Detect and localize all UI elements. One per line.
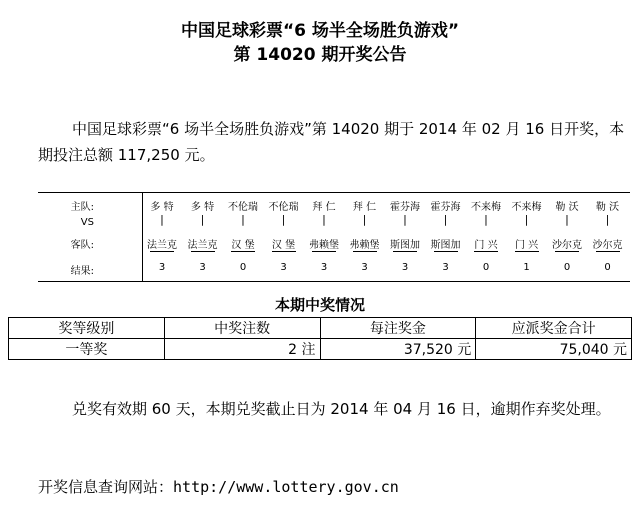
away-label: 客队: [70, 240, 94, 251]
match-result: 3 [280, 262, 287, 273]
separator-line [434, 251, 458, 252]
query-label: 开奖信息查询网站： [38, 478, 174, 496]
separator-line [353, 251, 377, 252]
header-per-bet: 每注奖金 [320, 318, 476, 339]
separator-line [272, 251, 296, 252]
separator-line [596, 251, 620, 252]
home-team: 不伦瑞 [228, 202, 258, 213]
query-link[interactable]: http://www.lottery.gov.cn [173, 478, 399, 496]
vs-marker: | [565, 213, 569, 226]
expiry-text: 兑奖有效期 60 天，本期兑奖截止日为 2014 年 04 月 16 日，逾期作弃奖处理。 [72, 400, 611, 418]
vs-marker: | [403, 213, 407, 226]
separator-line [474, 251, 498, 252]
separator-line [515, 251, 539, 252]
intro-paragraph [38, 116, 628, 168]
away-team: 沙尔克 [592, 240, 623, 251]
match-result: 0 [482, 262, 490, 273]
prize-level: 一等奖 [9, 339, 165, 360]
prize-count: 2 注 [164, 339, 320, 360]
prize-table-header [9, 318, 632, 339]
vs-marker: | [200, 213, 205, 226]
separator-line [150, 251, 174, 252]
away-team: 弗赖堡 [349, 240, 380, 251]
notice-title-line2: 第 14020 期开奖公告 [233, 45, 407, 65]
match-column [588, 193, 628, 281]
home-team: 霍芬海 [430, 202, 461, 213]
table-row [9, 339, 632, 360]
expiry-paragraph [38, 396, 630, 422]
result-label: 结果: [70, 266, 94, 277]
home-team: 不伦瑞 [268, 202, 299, 213]
prize-table [8, 317, 632, 360]
notice-title-line1: 中国足球彩票“6 场半全场胜负游戏” [180, 21, 460, 41]
match-result: 3 [361, 262, 368, 273]
match-column [142, 193, 182, 281]
header-level: 奖等级别 [9, 318, 165, 339]
home-team: 霍芬海 [390, 202, 420, 213]
match-result: 0 [239, 262, 247, 273]
away-team: 门 兴 [514, 240, 539, 251]
away-team: 汉 堡 [271, 240, 296, 251]
vs-marker: | [484, 213, 488, 226]
home-team: 不来梅 [511, 202, 542, 213]
away-team: 斯图加 [390, 240, 420, 251]
vs-marker: | [160, 213, 164, 226]
away-team: 法兰克 [147, 240, 177, 251]
home-label: 主队: [70, 202, 94, 213]
vs-marker: | [524, 213, 529, 226]
match-column [183, 193, 223, 281]
home-team: 不来梅 [471, 202, 501, 213]
vs-marker: | [281, 213, 286, 226]
match-column [304, 193, 344, 281]
prize-per-bet: 37,520 元 [320, 339, 476, 360]
match-column [507, 193, 547, 281]
intro-text: 中国足球彩票“6 场半全场胜负游戏”第 14020 期于 2014 年 02 月 16 日开奖，本期投注总额 117,250 元。 [38, 120, 625, 164]
vs-marker: | [362, 213, 367, 226]
match-result: 3 [442, 262, 449, 273]
vs-marker: | [443, 213, 448, 226]
away-team: 门 兴 [474, 240, 498, 251]
home-team: 拜 仁 [352, 202, 377, 213]
match-column [223, 193, 263, 281]
match-result: 1 [523, 262, 530, 273]
vs-marker: | [322, 213, 326, 226]
match-column [547, 193, 587, 281]
separator-line [231, 251, 255, 252]
home-team: 多 特 [190, 202, 215, 213]
separator-line [393, 251, 417, 252]
match-column [385, 193, 425, 281]
match-result: 3 [320, 262, 328, 273]
away-team: 汉 堡 [231, 240, 255, 251]
home-team: 拜 仁 [312, 202, 336, 213]
separator-line [191, 251, 215, 252]
away-team: 斯图加 [430, 240, 461, 251]
prize-total: 75,040 元 [476, 339, 632, 360]
away-team: 法兰克 [187, 240, 218, 251]
match-result: 3 [401, 262, 409, 273]
match-result: 0 [604, 262, 611, 273]
away-team: 沙尔克 [552, 240, 582, 251]
vs-label: VS [80, 217, 94, 228]
home-team: 多 特 [150, 202, 174, 213]
away-team: 弗赖堡 [309, 240, 339, 251]
separator-line [312, 251, 336, 252]
match-column [345, 193, 385, 281]
match-result: 3 [158, 262, 166, 273]
match-result: 3 [199, 262, 206, 273]
vs-marker: | [241, 213, 245, 226]
match-result: 0 [563, 262, 571, 273]
home-team: 勒 沃 [555, 202, 579, 213]
match-column [264, 193, 304, 281]
query-paragraph [38, 474, 630, 500]
header-total: 应派奖金合计 [476, 318, 632, 339]
vs-marker: | [605, 213, 610, 226]
separator-line [555, 251, 579, 252]
match-table [38, 192, 630, 282]
prize-section-title: 本期中奖情况 [274, 296, 365, 314]
match-column [426, 193, 466, 281]
match-column [466, 193, 506, 281]
home-team: 勒 沃 [595, 202, 620, 213]
header-count: 中奖注数 [164, 318, 320, 339]
